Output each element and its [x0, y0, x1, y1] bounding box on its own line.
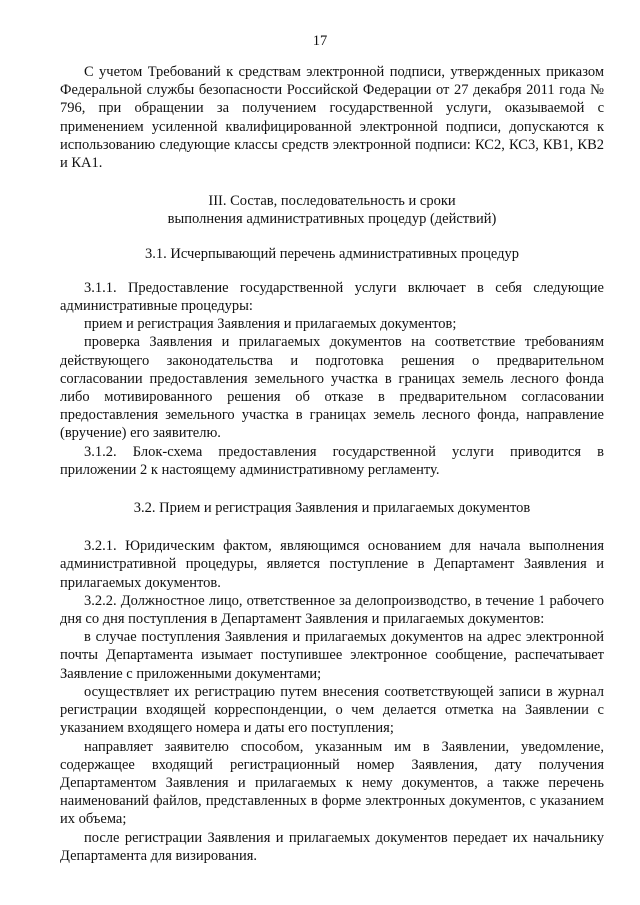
paragraph-3-2-1: 3.2.1. Юридическим фактом, являющимся основанием для начала выполнения административной процедуры, является поступление в Департамент Заявления и прилагаемых документов.: [60, 538, 604, 591]
list-item-verification: проверка Заявления и прилагаемых документов на соответствие требованиям действующего законодательства и подготовка решения о предварительном согласовании предоставления земельного участка в границах земель лесного фонда либо мотивированного решения об отказе в предварительном согласовании предоставления земельного участка в границах земель лесного фонда, направление (вручение) его заявителю.: [60, 334, 604, 442]
page-number: 17: [312, 33, 328, 49]
section-heading-line2: выполнения административных процедур (действий): [167, 211, 497, 228]
subsection-3-1-heading: 3.1. Исчерпывающий перечень административных процедур: [145, 245, 519, 262]
paragraph-3-1-1: 3.1.1. Предоставление государственной услуги включает в себя следующие административные процедуры:: [60, 279, 604, 315]
intro-paragraph: С учетом Требований к средствам электронной подписи, утвержденных приказом Федеральной службы безопасности Российской Федерации от 27 декабря 2011 года № 796, при обращении за получением государственной услуги, оказываемой с применением усиленной квалифицированной электронной подписи, допускаются к использованию следующие классы средств электронной подписи: КС2, КС3, КВ1, КВ2 и КА1.: [60, 64, 604, 172]
list-item-registration: осуществляет их регистрацию путем внесения соответствующей записи в журнал регистрации входящей корреспонденции, о чем делается отметка на Заявлении с указанием входящего номера и даты его поступления;: [60, 683, 604, 737]
list-item-reception: прием и регистрация Заявления и прилагаемых документов;: [84, 316, 457, 333]
paragraph-3-2-2: 3.2.2. Должностное лицо, ответственное за делопроизводство, в течение 1 рабочего дня со дня поступления в Департамент Заявления и прилагаемых документов:: [60, 592, 604, 628]
list-item-email: в случае поступления Заявления и прилагаемых документов на адрес электронной почты Департамента изымает поступившее электронное сообщение, распечатывает Заявление с приложенными документами;: [60, 629, 604, 682]
list-item-transfer: после регистрации Заявления и прилагаемых документов передает их начальнику Департамента для визирования.: [60, 829, 604, 864]
subsection-3-2-heading: 3.2. Прием и регистрация Заявления и прилагаемых документов: [133, 500, 531, 517]
document-body: [60, 63, 604, 865]
section-heading-line1: III. Состав, последовательность и сроки: [208, 193, 456, 210]
paragraph-3-1-2: 3.1.2. Блок-схема предоставления государственной услуги приводится в приложении 2 к настоящему административному регламенту.: [60, 443, 604, 478]
list-item-notification: направляет заявителю способом, указанным им в Заявлении, уведомление, содержащее входящий регистрационный номер Заявления, дату получения Департаментом Заявления и прилагаемых к нему документов, а также перечень наименований файлов, представленных в форме электронных документов, с указанием их объема;: [60, 738, 604, 828]
